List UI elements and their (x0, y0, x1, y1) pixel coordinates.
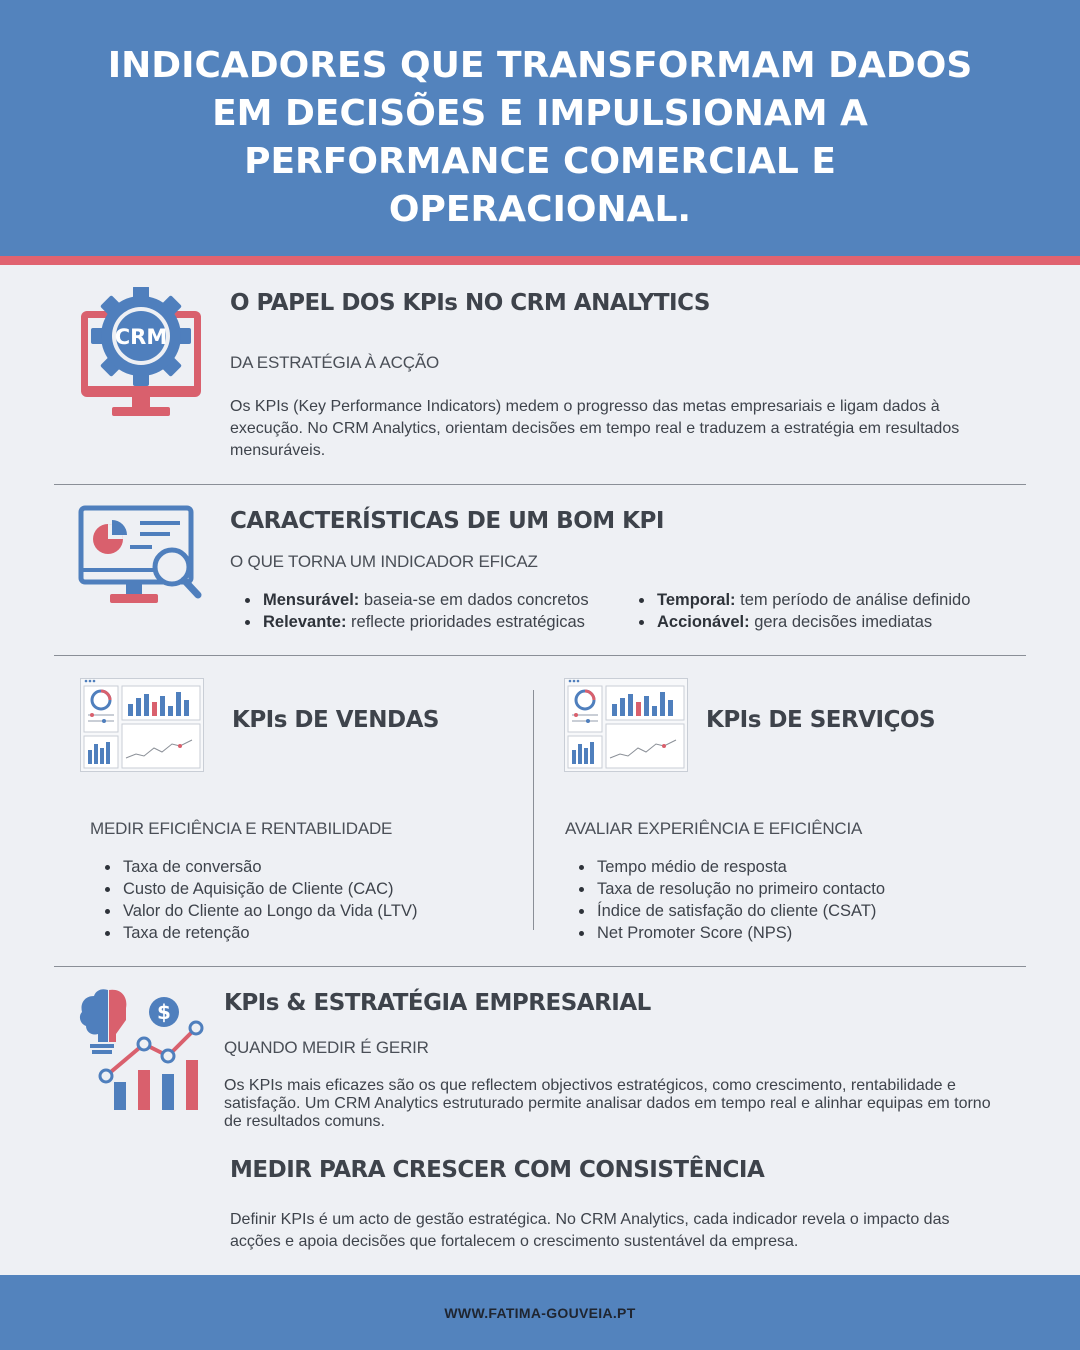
section-body-papel: Os KPIs (Key Performance Indicators) medem o progresso das metas empresariais e ligam dados à execução. No CRM Analytics, orientam decisões em tempo real e traduzem a estratégia em resultados mensuráveis. (230, 398, 960, 459)
analytics-monitor-icon (78, 505, 204, 615)
section-title-crescer: MEDIR PARA CRESCER COM CONSISTÊNCIA (230, 1157, 765, 1183)
section-divider (54, 484, 1026, 485)
section-body-estrategia: Os KPIs mais eficazes são os que reflectem objectivos estratégicos, como crescimento, rentabilidade e satisfação. Um CRM Analytics estruturado permite analisar dados em tempo real e alinhar equipas em torno de resultados comuns. (224, 1077, 991, 1130)
crm-gear-monitor-icon (78, 287, 204, 419)
list-item: Taxa de retenção (100, 922, 417, 944)
list-item: Valor do Cliente ao Longo da Vida (LTV) (100, 900, 417, 922)
header-banner (0, 0, 1080, 256)
header-accent-line (0, 256, 1080, 265)
footer-url[interactable]: WWW.FATIMA-GOUVEIA.PT (444, 1304, 636, 1321)
list-item: Índice de satisfação do cliente (CSAT) (574, 900, 885, 922)
section-title-estrategia: KPIs & ESTRATÉGIA EMPRESARIAL (224, 990, 651, 1016)
strategy-growth-icon (78, 986, 206, 1114)
dashboard-icon (80, 678, 204, 772)
section-subtitle-papel: DA ESTRATÉGIA À ACÇÃO (230, 353, 439, 372)
section-divider (54, 655, 1026, 656)
column-divider (533, 690, 534, 930)
list-item: Mensurável: baseia-se em dados concretos (240, 589, 589, 611)
service-kpi-list (574, 856, 885, 944)
list-item: Custo de Aquisição de Cliente (CAC) (100, 878, 417, 900)
kpi-traits-list-left (240, 589, 589, 633)
list-item: Taxa de conversão (100, 856, 417, 878)
section-subtitle-servicos: AVALIAR EXPERIÊNCIA E EFICIÊNCIA (565, 819, 863, 838)
kpi-traits-list-right (634, 589, 970, 633)
crm-icon-text: CRM (114, 325, 168, 349)
section-title-servicos: KPIs DE SERVIÇOS (706, 707, 936, 733)
list-item: Temporal: tem período de análise definido (634, 589, 970, 611)
section-subtitle-estrategia: QUANDO MEDIR É GERIR (224, 1038, 429, 1057)
svg-text:$: $ (157, 1000, 171, 1024)
footer-banner (0, 1275, 1080, 1350)
section-divider (54, 966, 1026, 967)
section-body-crescer: Definir KPIs é um acto de gestão estratégica. No CRM Analytics, cada indicador revela o impacto das acções e apoia decisões que fortalecem o crescimento sustentável da empresa. (230, 1211, 950, 1250)
list-item: Taxa de resolução no primeiro contacto (574, 878, 885, 900)
section-title-papel: O PAPEL DOS KPIs NO CRM ANALYTICS (230, 290, 710, 316)
dashboard-icon (564, 678, 688, 772)
section-subtitle-caracteristicas: O QUE TORNA UM INDICADOR EFICAZ (230, 552, 538, 571)
list-item: Relevante: reflecte prioridades estratégicas (240, 611, 589, 633)
list-item: Net Promoter Score (NPS) (574, 922, 885, 944)
list-item: Accionável: gera decisões imediatas (634, 611, 970, 633)
section-title-vendas: KPIs DE VENDAS (232, 707, 439, 733)
page-title: INDICADORES QUE TRANSFORMAM DADOS EM DECISÕES E IMPULSIONAM A PERFORMANCE COMERCIAL E OPERACIONAL. (107, 45, 973, 230)
sales-kpi-list (100, 856, 417, 944)
section-subtitle-vendas: MEDIR EFICIÊNCIA E RENTABILIDADE (90, 819, 393, 838)
list-item: Tempo médio de resposta (574, 856, 885, 878)
section-title-caracteristicas: CARACTERÍSTICAS DE UM BOM KPI (230, 508, 664, 534)
